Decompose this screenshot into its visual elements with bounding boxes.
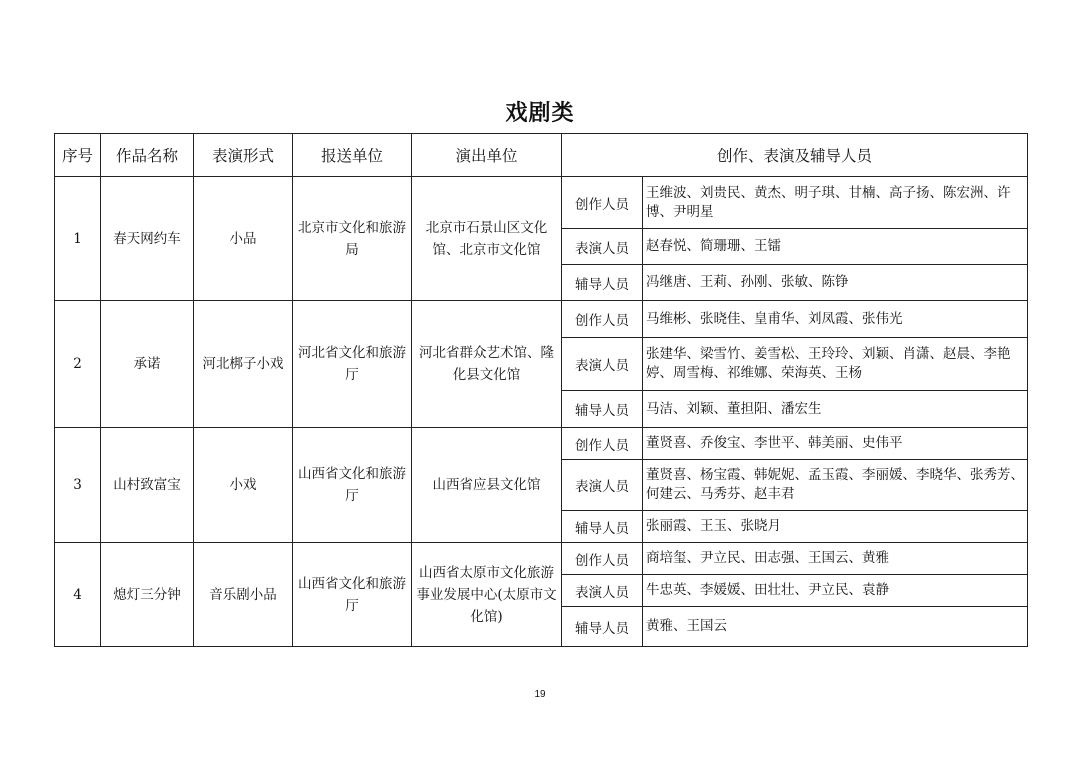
submitter-cell: 山西省文化和旅游厅 bbox=[293, 543, 412, 647]
performer-cell: 河北省群众艺术馆、隆化县文化馆 bbox=[412, 301, 562, 428]
role-cell: 表演人员 bbox=[562, 575, 643, 607]
seq-cell: 2 bbox=[55, 301, 101, 428]
names-cell: 马维彬、张晓佳、皇甫华、刘凤霞、张伟光 bbox=[643, 301, 1028, 338]
table-row bbox=[55, 543, 1028, 575]
submitter-cell: 北京市文化和旅游局 bbox=[293, 177, 412, 301]
work-cell: 春天网约车 bbox=[101, 177, 194, 301]
header-form: 表演形式 bbox=[194, 134, 293, 177]
names-cell: 牛忠英、李媛媛、田壮壮、尹立民、袁静 bbox=[643, 575, 1028, 607]
performer-cell: 北京市石景山区文化馆、北京市文化馆 bbox=[412, 177, 562, 301]
performer-cell: 山西省应县文化馆 bbox=[412, 428, 562, 543]
form-cell: 小品 bbox=[194, 177, 293, 301]
role-cell: 辅导人员 bbox=[562, 265, 643, 301]
names-cell: 黄雅、王国云 bbox=[643, 607, 1028, 647]
role-cell: 表演人员 bbox=[562, 338, 643, 391]
table-row bbox=[55, 301, 1028, 338]
header-row bbox=[55, 134, 1028, 177]
names-cell: 张丽霞、王玉、张晓月 bbox=[643, 511, 1028, 543]
seq-cell: 1 bbox=[55, 177, 101, 301]
names-cell: 冯继唐、王莉、孙刚、张敏、陈铮 bbox=[643, 265, 1028, 301]
performer-cell: 山西省太原市文化旅游事业发展中心(太原市文化馆) bbox=[412, 543, 562, 647]
role-cell: 辅导人员 bbox=[562, 391, 643, 428]
role-cell: 表演人员 bbox=[562, 229, 643, 265]
role-cell: 表演人员 bbox=[562, 460, 643, 511]
submitter-cell: 河北省文化和旅游厅 bbox=[293, 301, 412, 428]
role-cell: 创作人员 bbox=[562, 301, 643, 338]
form-cell: 河北梆子小戏 bbox=[194, 301, 293, 428]
table-row bbox=[55, 428, 1028, 460]
role-cell: 辅导人员 bbox=[562, 607, 643, 647]
seq-cell: 4 bbox=[55, 543, 101, 647]
header-performer: 演出单位 bbox=[412, 134, 562, 177]
seq-cell: 3 bbox=[55, 428, 101, 543]
header-work: 作品名称 bbox=[101, 134, 194, 177]
drama-table bbox=[54, 133, 1028, 647]
page-title: 戏剧类 bbox=[505, 101, 575, 126]
work-cell: 熄灯三分钟 bbox=[101, 543, 194, 647]
submitter-cell: 山西省文化和旅游厅 bbox=[293, 428, 412, 543]
names-cell: 董贤喜、乔俊宝、李世平、韩美丽、史伟平 bbox=[643, 428, 1028, 460]
role-cell: 创作人员 bbox=[562, 177, 643, 229]
header-staff: 创作、表演及辅导人员 bbox=[562, 134, 1028, 177]
form-cell: 音乐剧小品 bbox=[194, 543, 293, 647]
form-cell: 小戏 bbox=[194, 428, 293, 543]
names-cell: 张建华、梁雪竹、姜雪松、王玲玲、刘颖、肖潇、赵晨、李艳婷、周雪梅、祁维娜、荣海英、王杨 bbox=[643, 338, 1028, 391]
names-cell: 赵春悦、简珊珊、王镭 bbox=[643, 229, 1028, 265]
role-cell: 辅导人员 bbox=[562, 511, 643, 543]
page-number: 19 bbox=[534, 689, 546, 700]
role-cell: 创作人员 bbox=[562, 428, 643, 460]
work-cell: 山村致富宝 bbox=[101, 428, 194, 543]
names-cell: 王维波、刘贵民、黄杰、明子琪、甘楠、高子扬、陈宏洲、许博、尹明星 bbox=[643, 177, 1028, 229]
work-cell: 承诺 bbox=[101, 301, 194, 428]
table-row bbox=[55, 177, 1028, 229]
header-seq: 序号 bbox=[55, 134, 101, 177]
names-cell: 商培玺、尹立民、田志强、王国云、黄雅 bbox=[643, 543, 1028, 575]
names-cell: 马洁、刘颖、董担阳、潘宏生 bbox=[643, 391, 1028, 428]
names-cell: 董贤喜、杨宝霞、韩妮妮、孟玉霞、李丽媛、李晓华、张秀芳、何建云、马秀芬、赵丰君 bbox=[643, 460, 1028, 511]
role-cell: 创作人员 bbox=[562, 543, 643, 575]
header-submitter: 报送单位 bbox=[293, 134, 412, 177]
